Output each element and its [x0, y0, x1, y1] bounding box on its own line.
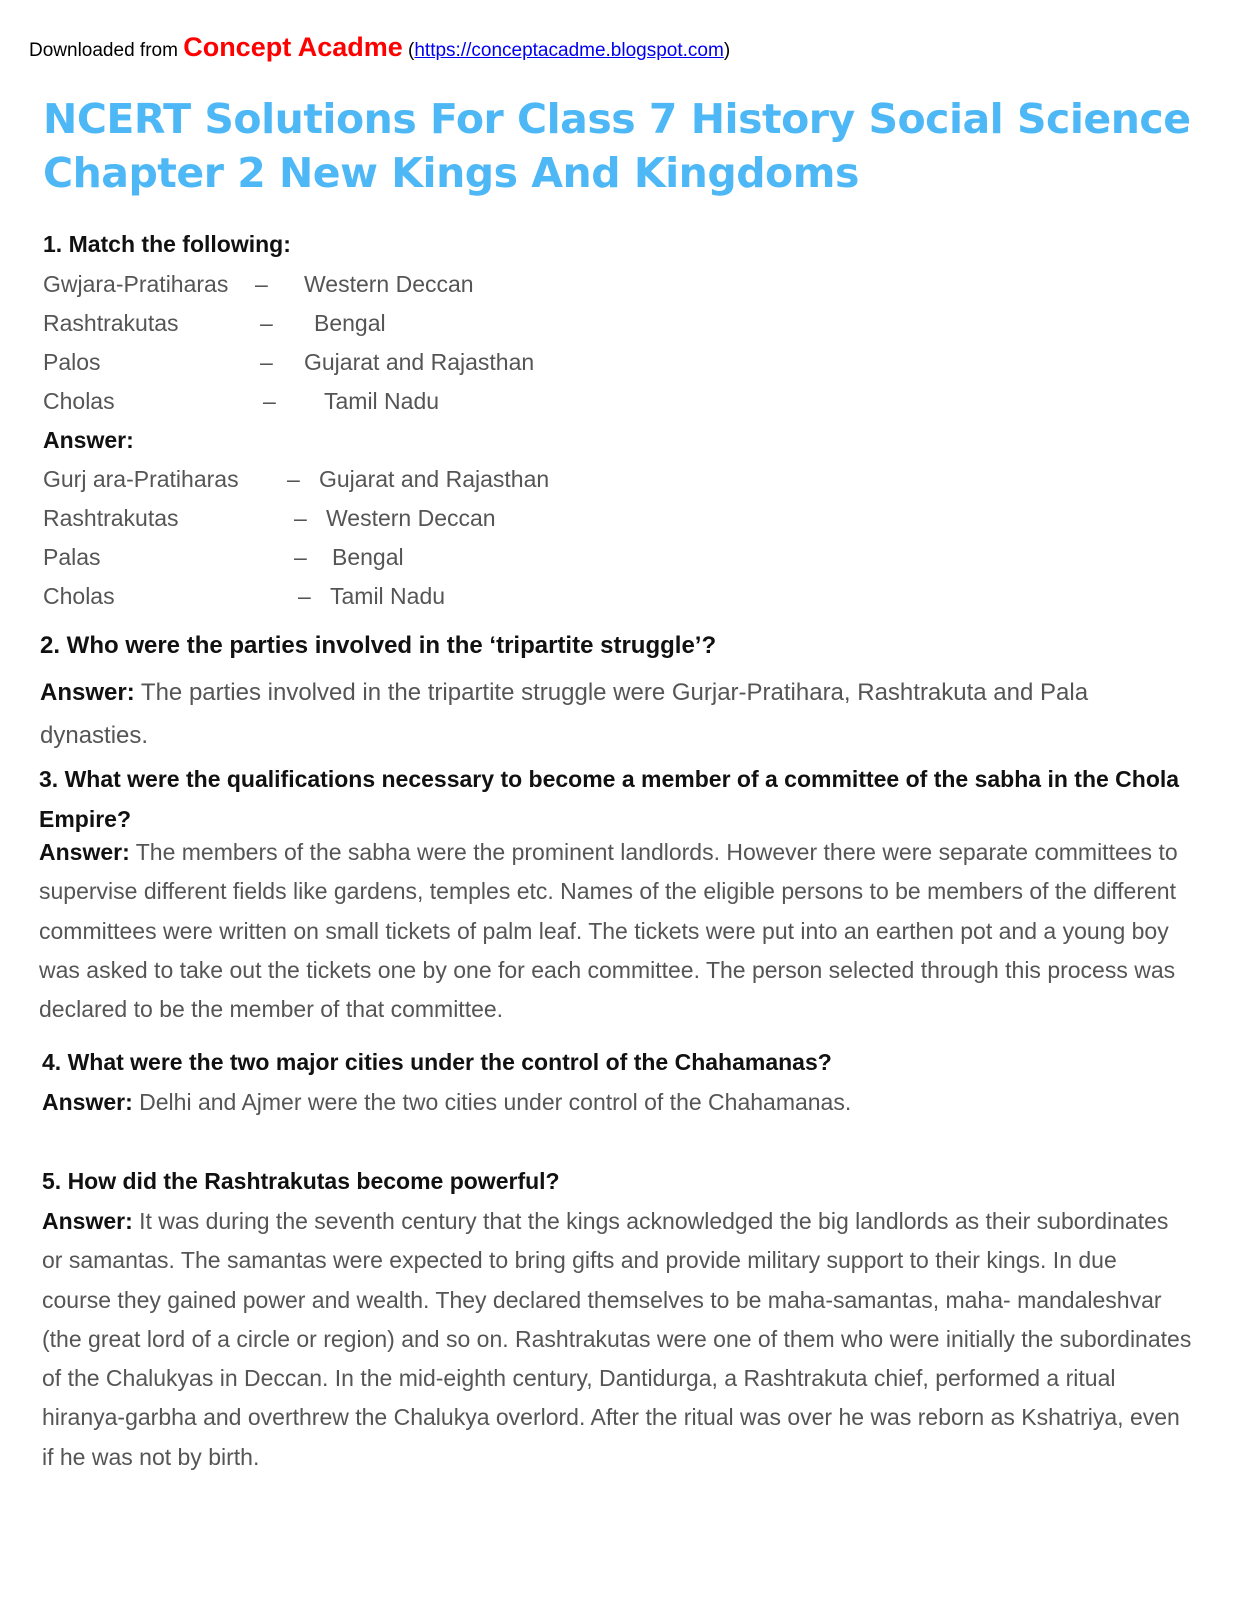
match-left: Gwjara-Pratiharas — [43, 271, 229, 297]
brand-name: Concept Acadme — [183, 32, 403, 62]
question-1: 1. Match the following: — [43, 231, 291, 257]
match-left: Cholas — [43, 583, 115, 609]
match-dash: – — [287, 466, 300, 492]
question-4: 4. What were the two major cities under the control of the Chahamanas? — [42, 1049, 832, 1075]
answer-text: The members of the sabha were the prominent landlords. However there were separate committees to supervise different fields like gardens, temples etc. Names of the eligible persons to be members of the different committees were written on small tickets of palm leaf. The tickets were put into an earthen pot and a young boy was asked to take out the tickets one by one for each committee. The person selected through this process was declared to be the member of that committee. — [39, 839, 1178, 1023]
page-title — [43, 92, 1213, 200]
paren-close: ) — [723, 40, 731, 61]
question-2: 2. Who were the parties involved in the ‘tripartite struggle’? — [40, 632, 717, 659]
answer-label: Answer: — [42, 1208, 133, 1234]
answer-3 — [39, 833, 1189, 1029]
match-right: Gujarat and Rajasthan — [304, 349, 535, 375]
match-left: Cholas — [43, 388, 115, 414]
match-left: Rashtrakutas — [43, 310, 179, 336]
answer-2 — [40, 671, 1190, 757]
title-line-2: Chapter 2 New Kings And Kingdoms — [43, 149, 859, 197]
match-left: Palas — [43, 544, 101, 570]
source-link[interactable]: https://conceptacadme.blogspot.com — [414, 40, 724, 61]
answer-label: Answer: — [43, 427, 134, 453]
match-right: Tamil Nadu — [324, 388, 440, 414]
answer-text: It was during the seventh century that the kings acknowledged the big landlords as their subordinates or samantas. The samantas were expected to bring gifts and provide military support to their kings. In due course they gained power and wealth. They declared themselves to be maha-samantas, maha- mandaleshvar (the great lord of a circle or region) and so on. Rashtrakutas were one of them who were initially the subordinates of the Chalukyas in Deccan. In the mid-eighth century, Dantidurga, a Rashtrakuta chief, performed a ritual hiranya-garbha and overthrew the Chalukya overlord. After the ritual was over he was reborn as Kshatriya, even if he was not by birth. — [42, 1208, 1192, 1470]
match-right: Bengal — [314, 310, 386, 336]
match-right: Gujarat and Rajasthan — [319, 466, 550, 492]
match-dash: – — [255, 271, 268, 297]
match-right: Tamil Nadu — [330, 583, 446, 609]
match-dash: – — [298, 583, 311, 609]
title-line-1: NCERT Solutions For Class 7 History Social Science — [43, 95, 1191, 143]
source-attribution — [29, 32, 730, 63]
match-dash: – — [263, 388, 276, 414]
match-right: Bengal — [332, 544, 404, 570]
match-dash: – — [260, 310, 273, 336]
match-dash: – — [294, 544, 307, 570]
match-right: Western Deccan — [326, 505, 496, 531]
match-left: Rashtrakutas — [43, 505, 179, 531]
paren-open: ( — [402, 40, 415, 61]
answer-5 — [42, 1202, 1192, 1477]
answer-label: Answer: — [39, 839, 130, 865]
answer-label: Answer: — [42, 1089, 133, 1115]
answer-label: Answer: — [40, 679, 135, 706]
answer-text: The parties involved in the tripartite struggle were Gurjar-Pratihara, Rashtrakuta and Pala dynasties. — [40, 679, 1089, 749]
answer-4 — [42, 1083, 1192, 1122]
match-dash: – — [294, 505, 307, 531]
match-right: Western Deccan — [304, 271, 474, 297]
match-dash: – — [260, 349, 273, 375]
match-left: Palos — [43, 349, 101, 375]
match-left: Gurj ara-Pratiharas — [43, 466, 239, 492]
answer-text: Delhi and Ajmer were the two cities under control of the Chahamanas. — [132, 1089, 852, 1115]
question-3: 3. What were the qualifications necessary to become a member of a committee of the sabha in the Chola Empire? — [39, 766, 1180, 832]
question-5: 5. How did the Rashtrakutas become powerful? — [42, 1168, 560, 1194]
source-prefix: Downloaded from — [29, 40, 184, 61]
